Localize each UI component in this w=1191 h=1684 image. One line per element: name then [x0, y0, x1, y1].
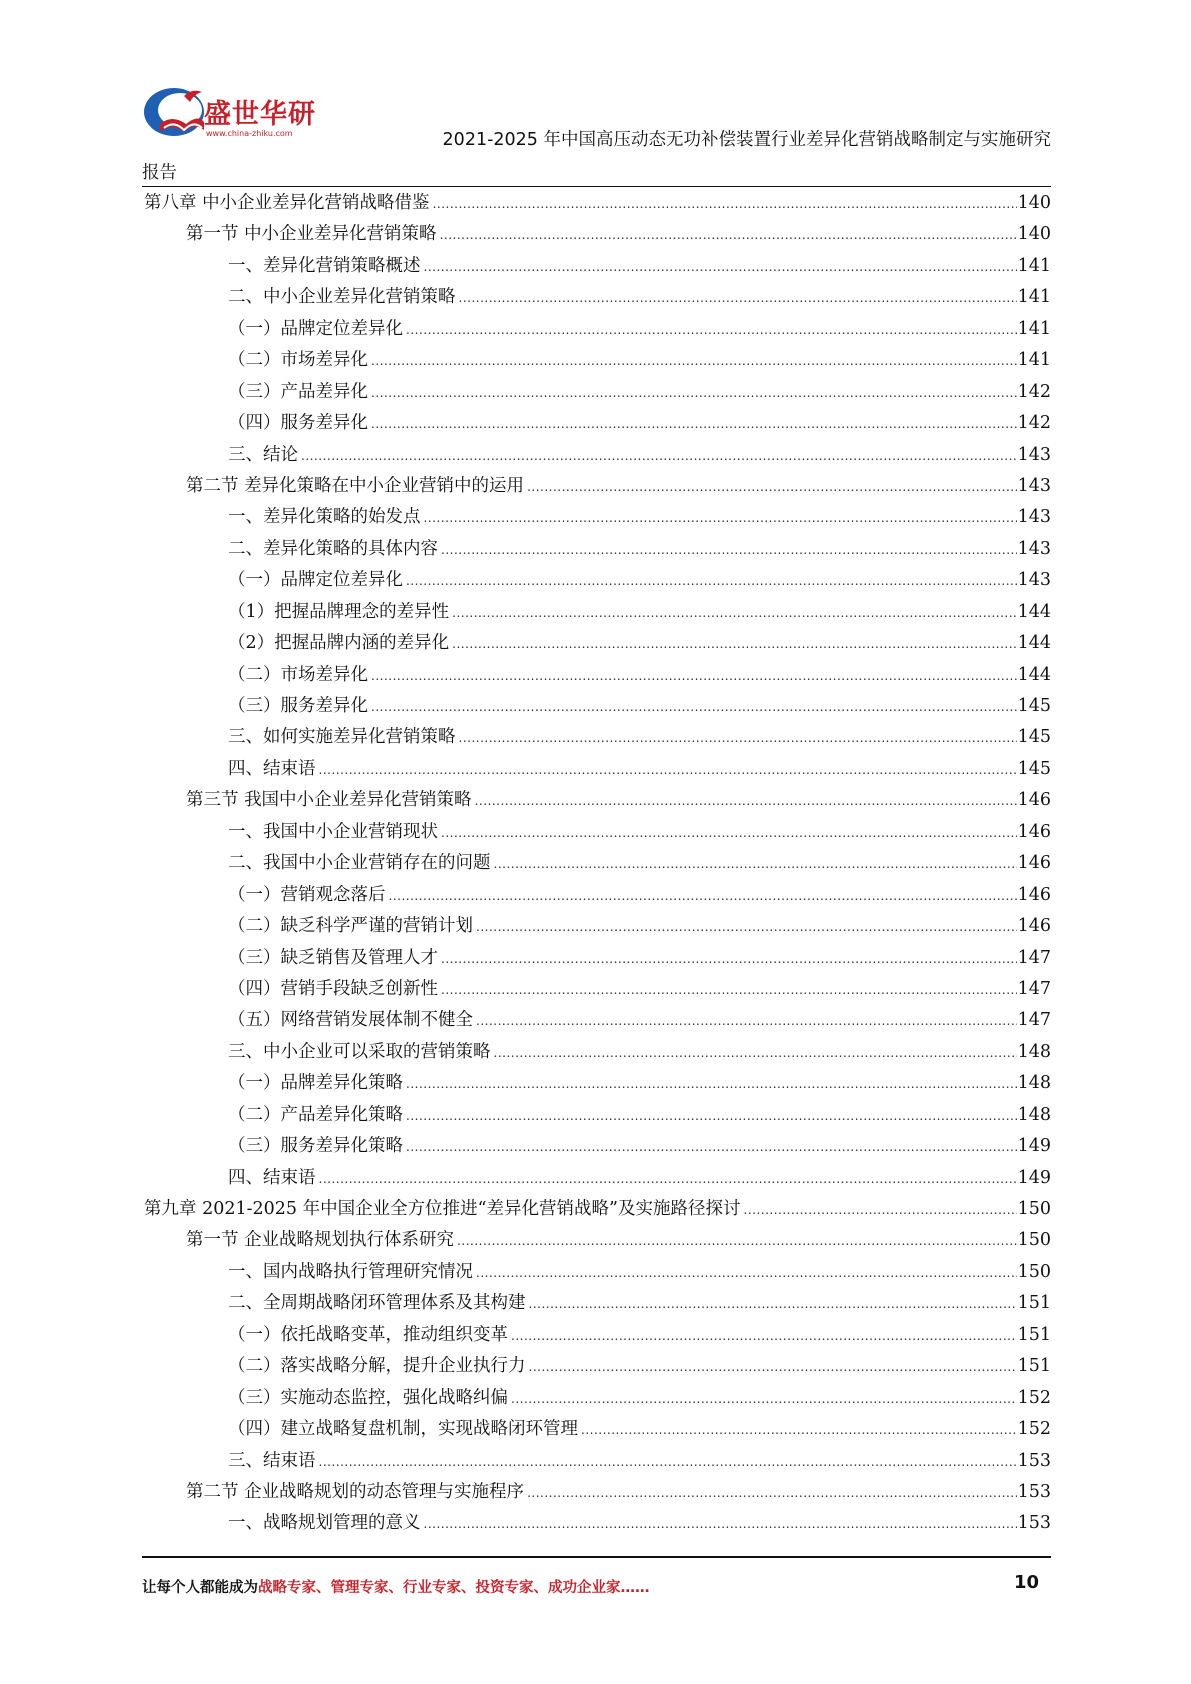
- toc-entry-page: 150: [1017, 1261, 1051, 1282]
- toc-entry-title: 二、全周期战略闭环管理体系及其构建: [228, 1293, 526, 1314]
- toc-entry-title: 第二节 企业战略规划的动态管理与实施程序: [186, 1481, 525, 1502]
- toc-entry[interactable]: [142, 1288, 1051, 1319]
- toc-dot-leader: [433, 189, 1017, 220]
- toc-entry[interactable]: [142, 1163, 1051, 1194]
- toc-dot-leader: [452, 629, 1016, 660]
- toc-entry-title: （三）缺乏销售及管理人才: [228, 947, 438, 968]
- toc-dot-leader: [424, 503, 1017, 534]
- toc-entry-page: 149: [1017, 1136, 1051, 1157]
- footer-slogan-highlight: 战略专家、管理专家、行业专家、投资专家、成功企业家……: [258, 1580, 650, 1596]
- toc-entry[interactable]: [142, 1037, 1051, 1068]
- toc-entry[interactable]: [142, 660, 1051, 691]
- toc-entry-page: 141: [1017, 255, 1051, 276]
- toc-entry-title: （三）服务差异化: [228, 696, 368, 716]
- toc-dot-leader: [527, 472, 1017, 503]
- toc-entry-page: 147: [1017, 978, 1051, 999]
- toc-entry-title: （二）落实战略分解，提升企业执行力: [228, 1356, 526, 1377]
- toc-entry-page: 146: [1017, 790, 1051, 811]
- toc-dot-leader: [581, 1415, 1017, 1446]
- toc-entry-page: 150: [1017, 1230, 1051, 1251]
- toc-entry[interactable]: [142, 1477, 1051, 1508]
- footer-divider: [142, 1556, 1051, 1558]
- toc-dot-leader: [319, 1164, 1017, 1195]
- toc-entry[interactable]: [142, 282, 1051, 313]
- toc-entry[interactable]: [142, 911, 1051, 942]
- toc-entry-title: （二）市场差异化: [228, 664, 368, 685]
- toc-entry-title: （二）缺乏科学严谨的营销计划: [228, 916, 473, 937]
- page-number: 10: [1013, 1572, 1039, 1593]
- toc-dot-leader: [452, 598, 1016, 629]
- toc-entry-title: （三）服务差异化策略: [228, 1136, 403, 1157]
- toc-entry[interactable]: [142, 1446, 1051, 1477]
- toc-dot-leader: [529, 1289, 1017, 1320]
- toc-dot-leader: [371, 692, 1017, 723]
- toc-dot-leader: [475, 786, 1017, 817]
- toc-entry-page: 150: [1017, 1199, 1051, 1219]
- toc-entry-page: 145: [1017, 758, 1051, 779]
- toc-entry-page: 141: [1017, 350, 1051, 371]
- toc-entry[interactable]: [142, 1414, 1051, 1445]
- toc-entry-page: 153: [1017, 1481, 1051, 1502]
- toc-entry[interactable]: [142, 1383, 1051, 1414]
- toc-dot-leader: [319, 1447, 1017, 1478]
- toc-entry-page: 147: [1017, 1010, 1051, 1031]
- toc-entry-title: 四、结束语: [228, 1167, 316, 1188]
- toc-entry-title: （五）网络营销发展体制不健全: [228, 1010, 473, 1031]
- toc-dot-leader: [476, 1006, 1017, 1037]
- toc-entry-page: 145: [1017, 696, 1051, 716]
- toc-entry-page: 151: [1017, 1356, 1051, 1377]
- report-title: 2021-2025 年中国高压动态无功补偿装置行业差异化营销战略制定与实施研究: [442, 130, 1051, 150]
- toc-dot-leader: [389, 881, 1017, 912]
- toc-entry[interactable]: [142, 1194, 1051, 1225]
- logo-url: www.china-zhiku.com: [206, 129, 293, 138]
- toc-entry-title: （一）品牌定位差异化: [228, 570, 403, 591]
- toc-entry-page: 143: [1017, 444, 1051, 465]
- toc-entry-title: （四）营销手段缺乏创新性: [228, 978, 438, 999]
- toc-entry-title: （三）产品差异化: [228, 381, 368, 402]
- toc-entry[interactable]: [142, 534, 1051, 565]
- toc-entry-title: 第一节 企业战略规划执行体系研究: [186, 1230, 455, 1251]
- toc-entry[interactable]: [142, 722, 1051, 753]
- toc-entry[interactable]: [142, 754, 1051, 785]
- toc-entry-page: 146: [1017, 853, 1051, 874]
- toc-entry-title: （二）产品差异化策略: [228, 1104, 403, 1125]
- toc-entry[interactable]: [142, 597, 1051, 628]
- toc-entry[interactable]: [142, 471, 1051, 502]
- report-title-continued: 报告: [142, 163, 177, 183]
- toc-entry-page: 141: [1017, 318, 1051, 339]
- toc-dot-leader: [457, 1226, 1017, 1257]
- toc-dot-leader: [459, 283, 1017, 314]
- toc-entry-page: 143: [1017, 507, 1051, 528]
- toc-dot-leader: [476, 912, 1017, 943]
- toc-entry-page: 144: [1017, 633, 1051, 654]
- toc-entry-title: 一、国内战略执行管理研究情况: [228, 1261, 473, 1282]
- toc-dot-leader: [744, 1195, 1017, 1226]
- footer-slogan: [142, 1576, 650, 1597]
- header-divider: [142, 186, 1051, 187]
- toc-entry[interactable]: [142, 377, 1051, 408]
- toc-entry-title: 一、战略规划管理的意义: [228, 1513, 421, 1534]
- toc-entry[interactable]: [142, 943, 1051, 974]
- toc-entry-title: （二）市场差异化: [228, 350, 368, 371]
- toc-entry-page: 147: [1017, 947, 1051, 968]
- toc-entry-page: 152: [1017, 1419, 1051, 1440]
- toc-entry[interactable]: [142, 1225, 1051, 1256]
- toc-entry-title: 第一节 中小企业差异化营销策略: [186, 224, 437, 245]
- toc-entry[interactable]: [142, 502, 1051, 533]
- toc-dot-leader: [319, 755, 1017, 786]
- toc-entry[interactable]: [142, 1508, 1051, 1539]
- toc-dot-leader: [424, 252, 1017, 283]
- toc-entry-page: 144: [1017, 601, 1051, 622]
- toc-entry-page: 153: [1017, 1450, 1051, 1471]
- toc-dot-leader: [494, 1038, 1017, 1069]
- toc-entry-page: 142: [1017, 413, 1051, 434]
- toc-entry[interactable]: [142, 1005, 1051, 1036]
- toc-entry-title: 二、中小企业差异化营销策略: [228, 287, 456, 308]
- toc-dot-leader: [441, 944, 1017, 975]
- toc-dot-leader: [301, 441, 1017, 472]
- toc-dot-leader: [476, 1258, 1017, 1289]
- toc-entry-title: 二、我国中小企业营销存在的问题: [228, 853, 491, 874]
- toc-entry[interactable]: [142, 251, 1051, 282]
- toc-entry[interactable]: [142, 1131, 1051, 1162]
- toc-entry[interactable]: [142, 848, 1051, 879]
- toc-entry-page: 148: [1017, 1104, 1051, 1125]
- toc-entry[interactable]: [142, 219, 1051, 250]
- toc-entry-title: 三、结论: [228, 444, 298, 465]
- toc-entry-title: （四）服务差异化: [228, 413, 368, 434]
- toc-entry[interactable]: [142, 1100, 1051, 1131]
- toc-entry-page: 141: [1017, 287, 1051, 308]
- toc-dot-leader: [527, 1478, 1017, 1509]
- toc-dot-leader: [440, 220, 1017, 251]
- toc-entry-title: （四）建立战略复盘机制，实现战略闭环管理: [228, 1419, 578, 1440]
- toc-entry-title: 三、结束语: [228, 1450, 316, 1471]
- toc-entry[interactable]: [142, 188, 1051, 219]
- toc-entry-title: 一、差异化营销策略概述: [228, 255, 421, 276]
- toc-entry[interactable]: [142, 565, 1051, 596]
- toc-entry-page: 144: [1017, 664, 1051, 685]
- toc-dot-leader: [494, 849, 1017, 880]
- toc-entry-page: 151: [1017, 1293, 1051, 1314]
- toc-entry-title: 三、中小企业可以采取的营销策略: [228, 1041, 491, 1062]
- toc-entry-title: 第九章 2021-2025 年中国企业全方位推进“差异化营销战略”及实施路径探讨: [144, 1199, 741, 1219]
- toc-dot-leader: [406, 315, 1017, 346]
- toc-entry-title: 第三节 我国中小企业差异化营销策略: [186, 790, 472, 811]
- toc-entry-title: （一）依托战略变革，推动组织变革: [228, 1324, 508, 1345]
- table-of-contents: [142, 188, 1051, 1540]
- toc-dot-leader: [441, 535, 1017, 566]
- toc-dot-leader: [459, 723, 1017, 754]
- toc-entry-page: 142: [1017, 381, 1051, 402]
- toc-entry-page: 148: [1017, 1041, 1051, 1062]
- footer-slogan-prefix: 让每个人都能成为: [142, 1580, 258, 1596]
- toc-dot-leader: [371, 661, 1017, 692]
- toc-dot-leader: [511, 1384, 1017, 1415]
- toc-entry-title: （一）品牌差异化策略: [228, 1073, 403, 1094]
- toc-entry[interactable]: [142, 974, 1051, 1005]
- toc-entry[interactable]: [142, 1320, 1051, 1351]
- toc-entry-page: 146: [1017, 821, 1051, 842]
- toc-entry[interactable]: [142, 628, 1051, 659]
- toc-dot-leader: [371, 409, 1017, 440]
- toc-entry[interactable]: [142, 314, 1051, 345]
- toc-entry-title: （一）品牌定位差异化: [228, 318, 403, 339]
- toc-entry-page: 149: [1017, 1167, 1051, 1188]
- toc-entry[interactable]: [142, 1351, 1051, 1382]
- toc-dot-leader: [371, 378, 1017, 409]
- toc-entry-page: 140: [1017, 193, 1051, 213]
- toc-entry-page: 145: [1017, 727, 1051, 748]
- toc-dot-leader: [441, 975, 1017, 1006]
- toc-entry-title: （1）把握品牌理念的差异性: [228, 601, 450, 622]
- toc-entry-title: （2）把握品牌内涵的差异化: [228, 633, 450, 654]
- toc-dot-leader: [529, 1352, 1017, 1383]
- toc-entry[interactable]: [142, 785, 1051, 816]
- toc-dot-leader: [406, 566, 1017, 597]
- toc-entry-page: 148: [1017, 1073, 1051, 1094]
- toc-entry-page: 143: [1017, 538, 1051, 559]
- toc-dot-leader: [424, 1509, 1017, 1540]
- toc-dot-leader: [406, 1101, 1017, 1132]
- logo-text: 盛世华研: [204, 99, 316, 130]
- toc-entry-title: 二、差异化策略的具体内容: [228, 538, 438, 559]
- toc-entry[interactable]: [142, 691, 1051, 722]
- toc-entry-page: 146: [1017, 916, 1051, 937]
- toc-entry-title: 一、我国中小企业营销现状: [228, 821, 438, 842]
- toc-entry[interactable]: [142, 817, 1051, 848]
- toc-dot-leader: [441, 818, 1017, 849]
- toc-entry[interactable]: [142, 1068, 1051, 1099]
- toc-dot-leader: [406, 1069, 1017, 1100]
- toc-dot-leader: [371, 346, 1017, 377]
- toc-dot-leader: [511, 1321, 1017, 1352]
- toc-entry-title: （一）营销观念落后: [228, 884, 386, 905]
- toc-entry[interactable]: [142, 1257, 1051, 1288]
- toc-entry-title: 第二节 差异化策略在中小企业营销中的运用: [186, 475, 525, 496]
- toc-entry-page: 143: [1017, 475, 1051, 496]
- toc-entry-title: 四、结束语: [228, 758, 316, 779]
- toc-entry-page: 151: [1017, 1324, 1051, 1345]
- toc-entry-page: 146: [1017, 884, 1051, 905]
- toc-entry[interactable]: [142, 880, 1051, 911]
- toc-entry[interactable]: [142, 440, 1051, 471]
- toc-entry-title: 三、如何实施差异化营销策略: [228, 727, 456, 748]
- toc-entry[interactable]: [142, 345, 1051, 376]
- toc-entry-page: 143: [1017, 570, 1051, 591]
- toc-entry-title: 第八章 中小企业差异化营销战略借鉴: [144, 193, 430, 213]
- toc-entry-page: 140: [1017, 224, 1051, 245]
- toc-entry-title: （三）实施动态监控，强化战略纠偏: [228, 1387, 508, 1408]
- toc-dot-leader: [406, 1132, 1017, 1163]
- toc-entry-page: 153: [1017, 1513, 1051, 1534]
- toc-entry-title: 一、差异化策略的始发点: [228, 507, 421, 528]
- toc-entry[interactable]: [142, 408, 1051, 439]
- toc-entry-page: 152: [1017, 1387, 1051, 1408]
